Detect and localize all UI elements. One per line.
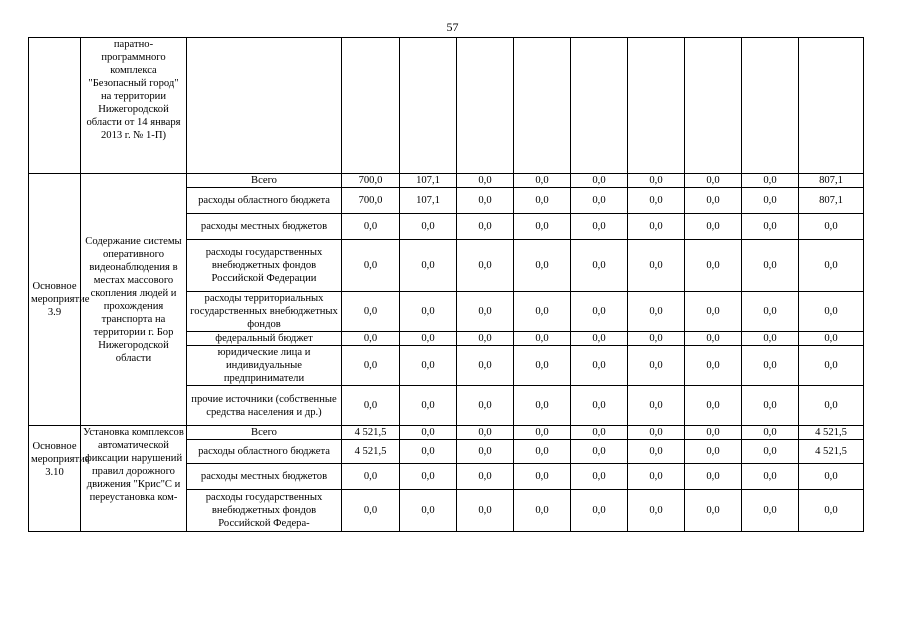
value-cell: 0,0 bbox=[514, 174, 571, 188]
table-row bbox=[29, 174, 864, 188]
value-cell: 0,0 bbox=[685, 174, 742, 188]
value-cell: 0,0 bbox=[742, 490, 799, 532]
value-cell: 4 521,5 bbox=[799, 426, 864, 440]
value-cell: 0,0 bbox=[400, 240, 457, 292]
value-cell: 0,0 bbox=[571, 292, 628, 332]
value-cell: 0,0 bbox=[742, 240, 799, 292]
value-cell: 0,0 bbox=[628, 174, 685, 188]
value-cell: 0,0 bbox=[514, 332, 571, 346]
table-body bbox=[29, 38, 864, 532]
value-cell: 0,0 bbox=[742, 292, 799, 332]
value-cell: 0,0 bbox=[685, 386, 742, 426]
section-description: Установка комплексов автоматической фиксации нарушений правил дорожного движения "Крис"С и переустановка ком- bbox=[81, 426, 187, 532]
value-cell: 0,0 bbox=[571, 332, 628, 346]
empty-cell bbox=[187, 38, 342, 174]
section-description: Содержание системы оперативного видеонаблюдения в местах массового скопления людей и прохождения транспорта на территории г. Бор Нижегородской области bbox=[81, 174, 187, 426]
value-cell: 4 521,5 bbox=[342, 440, 400, 464]
value-cell: 0,0 bbox=[457, 292, 514, 332]
value-cell: 4 521,5 bbox=[799, 440, 864, 464]
empty-cell bbox=[571, 38, 628, 174]
value-cell: 0,0 bbox=[457, 440, 514, 464]
value-cell: 0,0 bbox=[400, 332, 457, 346]
value-cell: 0,0 bbox=[685, 490, 742, 532]
value-cell: 0,0 bbox=[628, 386, 685, 426]
value-cell: 700,0 bbox=[342, 188, 400, 214]
value-cell: 0,0 bbox=[685, 188, 742, 214]
value-cell: 0,0 bbox=[742, 426, 799, 440]
value-cell: 0,0 bbox=[742, 214, 799, 240]
value-cell: 107,1 bbox=[400, 174, 457, 188]
value-cell: 0,0 bbox=[628, 440, 685, 464]
value-cell: 0,0 bbox=[457, 214, 514, 240]
empty-cell bbox=[514, 38, 571, 174]
value-cell: 700,0 bbox=[342, 174, 400, 188]
empty-cell bbox=[742, 38, 799, 174]
value-cell: 0,0 bbox=[514, 426, 571, 440]
value-cell: 0,0 bbox=[571, 346, 628, 386]
value-cell: 0,0 bbox=[457, 332, 514, 346]
value-cell: 0,0 bbox=[628, 292, 685, 332]
value-cell: 0,0 bbox=[514, 214, 571, 240]
value-cell: 0,0 bbox=[400, 490, 457, 532]
funding-category: расходы областного бюджета bbox=[187, 188, 342, 214]
value-cell: 0,0 bbox=[799, 386, 864, 426]
empty-cell bbox=[628, 38, 685, 174]
value-cell: 0,0 bbox=[400, 464, 457, 490]
value-cell: 0,0 bbox=[799, 240, 864, 292]
value-cell: 0,0 bbox=[742, 174, 799, 188]
section-label: Основное мероприятие 3.9 bbox=[29, 174, 81, 426]
value-cell: 0,0 bbox=[685, 346, 742, 386]
value-cell: 0,0 bbox=[514, 292, 571, 332]
value-cell: 0,0 bbox=[342, 346, 400, 386]
value-cell: 0,0 bbox=[685, 240, 742, 292]
page-number: 57 bbox=[446, 20, 459, 34]
funding-category: расходы территориальных государственных внебюджетных фондов bbox=[187, 292, 342, 332]
value-cell: 0,0 bbox=[628, 240, 685, 292]
value-cell: 0,0 bbox=[742, 188, 799, 214]
value-cell: 4 521,5 bbox=[342, 426, 400, 440]
value-cell: 0,0 bbox=[685, 426, 742, 440]
funding-category: расходы местных бюджетов bbox=[187, 464, 342, 490]
value-cell: 0,0 bbox=[742, 464, 799, 490]
value-cell: 0,0 bbox=[571, 240, 628, 292]
table-row bbox=[29, 426, 864, 440]
value-cell: 0,0 bbox=[571, 490, 628, 532]
funding-category: Всего bbox=[187, 426, 342, 440]
value-cell: 0,0 bbox=[514, 440, 571, 464]
funding-category: расходы государственных внебюджетных фондов Российской Федерации bbox=[187, 240, 342, 292]
value-cell: 0,0 bbox=[400, 426, 457, 440]
empty-cell bbox=[685, 38, 742, 174]
value-cell: 0,0 bbox=[571, 464, 628, 490]
value-cell: 0,0 bbox=[628, 214, 685, 240]
value-cell: 0,0 bbox=[799, 332, 864, 346]
value-cell: 0,0 bbox=[685, 332, 742, 346]
value-cell: 807,1 bbox=[799, 174, 864, 188]
value-cell: 0,0 bbox=[799, 464, 864, 490]
value-cell: 0,0 bbox=[571, 214, 628, 240]
value-cell: 0,0 bbox=[799, 346, 864, 386]
value-cell: 0,0 bbox=[457, 464, 514, 490]
empty-cell bbox=[457, 38, 514, 174]
value-cell: 0,0 bbox=[342, 240, 400, 292]
value-cell: 0,0 bbox=[742, 386, 799, 426]
value-cell: 0,0 bbox=[628, 346, 685, 386]
funding-category: юридические лица и индивидуальные предприниматели bbox=[187, 346, 342, 386]
value-cell: 0,0 bbox=[628, 426, 685, 440]
value-cell: 0,0 bbox=[742, 346, 799, 386]
value-cell: 0,0 bbox=[628, 188, 685, 214]
value-cell: 807,1 bbox=[799, 188, 864, 214]
value-cell: 0,0 bbox=[514, 240, 571, 292]
value-cell: 0,0 bbox=[571, 174, 628, 188]
funding-category: расходы местных бюджетов bbox=[187, 214, 342, 240]
value-cell: 0,0 bbox=[799, 214, 864, 240]
value-cell: 0,0 bbox=[342, 386, 400, 426]
budget-table bbox=[28, 37, 864, 532]
value-cell: 0,0 bbox=[457, 174, 514, 188]
value-cell: 0,0 bbox=[342, 214, 400, 240]
value-cell: 0,0 bbox=[457, 426, 514, 440]
value-cell: 0,0 bbox=[400, 440, 457, 464]
value-cell: 0,0 bbox=[628, 332, 685, 346]
value-cell: 0,0 bbox=[742, 332, 799, 346]
value-cell: 0,0 bbox=[628, 490, 685, 532]
value-cell: 0,0 bbox=[514, 490, 571, 532]
value-cell: 0,0 bbox=[514, 386, 571, 426]
label-cell bbox=[29, 38, 81, 174]
value-cell: 0,0 bbox=[685, 464, 742, 490]
value-cell: 0,0 bbox=[400, 292, 457, 332]
value-cell: 0,0 bbox=[514, 188, 571, 214]
funding-category: расходы областного бюджета bbox=[187, 440, 342, 464]
value-cell: 107,1 bbox=[400, 188, 457, 214]
description-cell: паратно-программного комплекса "Безопасный город" на территории Нижегородской области от 14 января 2013 г. № 1-П) bbox=[81, 38, 187, 174]
funding-category: Всего bbox=[187, 174, 342, 188]
value-cell: 0,0 bbox=[400, 386, 457, 426]
value-cell: 0,0 bbox=[342, 332, 400, 346]
value-cell: 0,0 bbox=[342, 292, 400, 332]
table-row bbox=[29, 38, 864, 174]
funding-category: прочие источники (собственные средства населения и др.) bbox=[187, 386, 342, 426]
value-cell: 0,0 bbox=[400, 346, 457, 386]
funding-category: расходы государственных внебюджетных фондов Российской Федера- bbox=[187, 490, 342, 532]
value-cell: 0,0 bbox=[742, 440, 799, 464]
value-cell: 0,0 bbox=[685, 292, 742, 332]
empty-cell bbox=[400, 38, 457, 174]
value-cell: 0,0 bbox=[571, 188, 628, 214]
empty-cell bbox=[342, 38, 400, 174]
value-cell: 0,0 bbox=[571, 426, 628, 440]
value-cell: 0,0 bbox=[514, 346, 571, 386]
funding-category: федеральный бюджет bbox=[187, 332, 342, 346]
value-cell: 0,0 bbox=[628, 464, 685, 490]
value-cell: 0,0 bbox=[457, 188, 514, 214]
value-cell: 0,0 bbox=[400, 214, 457, 240]
value-cell: 0,0 bbox=[514, 464, 571, 490]
value-cell: 0,0 bbox=[571, 386, 628, 426]
value-cell: 0,0 bbox=[685, 440, 742, 464]
value-cell: 0,0 bbox=[457, 490, 514, 532]
value-cell: 0,0 bbox=[457, 386, 514, 426]
value-cell: 0,0 bbox=[457, 346, 514, 386]
value-cell: 0,0 bbox=[799, 490, 864, 532]
value-cell: 0,0 bbox=[571, 440, 628, 464]
section-label: Основное мероприятие 3.10 bbox=[29, 426, 81, 532]
empty-cell bbox=[799, 38, 864, 174]
value-cell: 0,0 bbox=[457, 240, 514, 292]
value-cell: 0,0 bbox=[342, 464, 400, 490]
value-cell: 0,0 bbox=[799, 292, 864, 332]
value-cell: 0,0 bbox=[342, 490, 400, 532]
value-cell: 0,0 bbox=[685, 214, 742, 240]
